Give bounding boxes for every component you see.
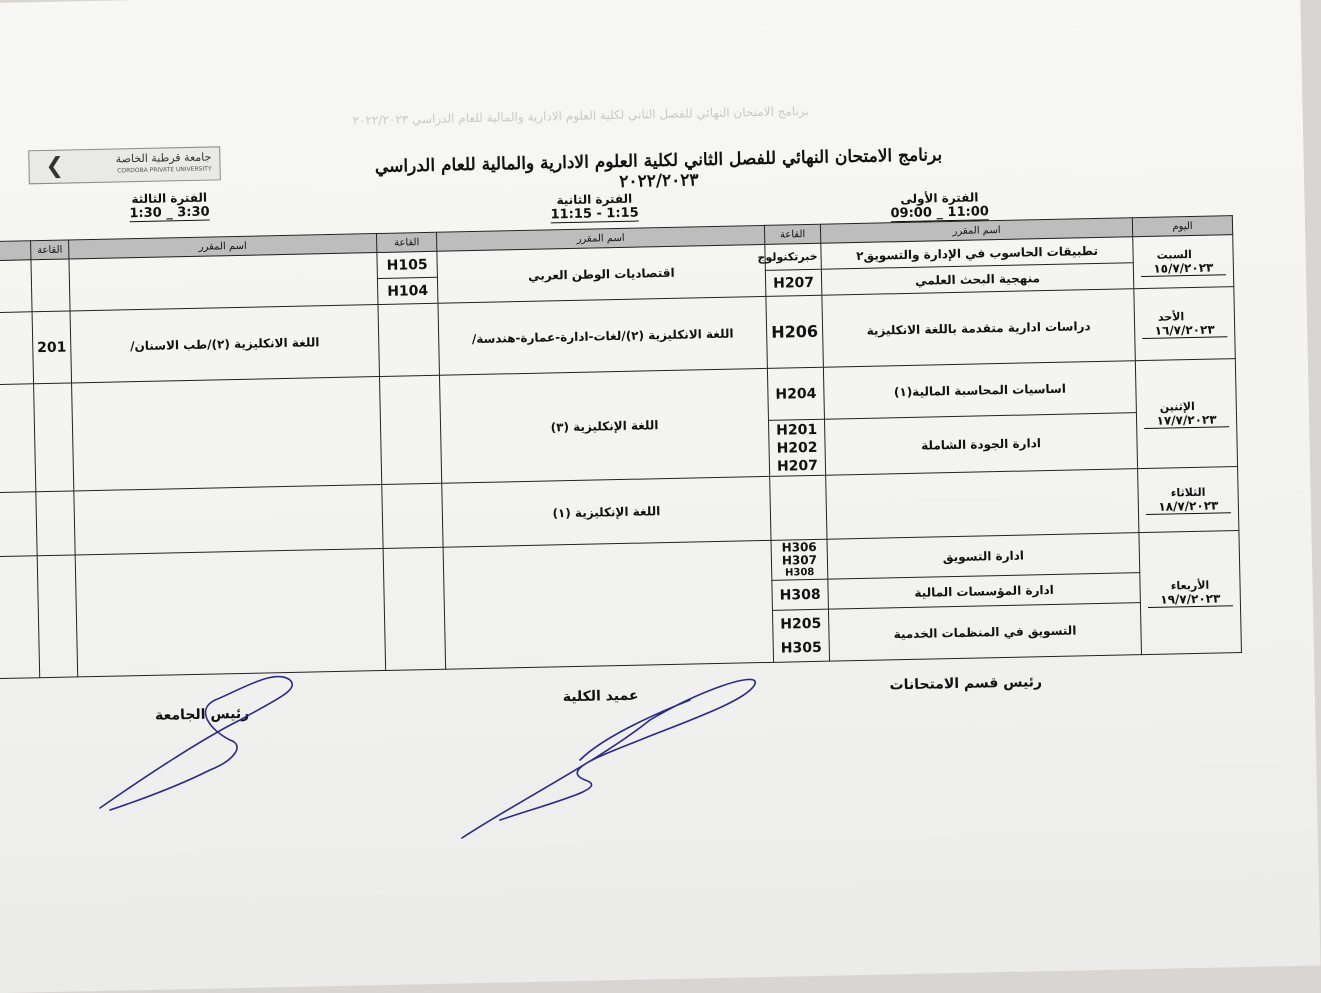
room-cell: H104 (377, 277, 438, 304)
day-name: الأحد (1157, 309, 1185, 324)
course-cell: اللغة الإنكليزية (٣) (439, 368, 769, 483)
period-time: 1:30 _ 3:30 (129, 204, 210, 222)
course-cell: ادارة المؤسسات المالية (828, 573, 1141, 610)
day-date: ١٦/٧/٢٠٢٣ (1142, 322, 1227, 339)
period-time: 11:15 - 1:15 (550, 205, 639, 223)
day-name: الثلاثاء (1170, 485, 1206, 499)
col-course-2: اسم المقرر (436, 225, 764, 251)
col-day: اليوم (1132, 216, 1232, 237)
period-label: الفترة الثانية (556, 191, 633, 208)
page-title: برنامج الامتحان النهائي للفصل الثاني لكلية العلوم الادارية والمالية للعام الدراسي ٢٠٢٢/٢٠٢٣ (374, 145, 943, 192)
day-date: ١٩/٧/٢٠٢٣ (1148, 591, 1233, 608)
period-label: الفترة الأولى (900, 190, 979, 207)
course-cell: ادارة الجودة الشاملة (824, 413, 1137, 476)
day-date: ١٨/٧/٢٠٢٣ (1146, 498, 1231, 515)
day-name: الإثنين (1159, 399, 1195, 414)
course-cell: تطبيقات الحاسوب في الإدارة والتسويق٢ (821, 237, 1133, 270)
room-line: H202 (776, 439, 818, 457)
room-cell: H204 (767, 367, 824, 420)
day-date: ١٧/٧/٢٠٢٣ (1144, 412, 1229, 429)
course-cell: دراسات ادارية متقدمة باللغة الانكليزية (822, 289, 1135, 368)
dean-label: عميد الكلية (562, 687, 639, 706)
president-label: رئيس الجامعة (154, 705, 250, 724)
col-room-1: القاعة (764, 224, 820, 244)
course-cell: اساسيات المحاسبة المالية(١) (823, 361, 1136, 420)
day-date: ١٥/٧/٢٠٢٣ (1141, 260, 1226, 277)
room-cell: H308 (772, 579, 829, 610)
course-cell: منهجية البحث العلمي (821, 263, 1133, 296)
day-name: السبت (1156, 247, 1192, 262)
day-name: الأربعاء (1170, 578, 1210, 592)
dean-signature (462, 679, 755, 838)
exams-head-label: رئيس قسم الامتحانات (889, 674, 1043, 694)
room-line: H201 (776, 421, 818, 439)
room-line: H207 (776, 457, 819, 475)
course-cell: اللغة الإنكليزية (١) (442, 476, 771, 547)
col-room-2: القاعة (376, 232, 436, 252)
room-cell: H206 (766, 295, 823, 368)
room-cell: خبرتكنولوج (765, 243, 822, 270)
col-course-1: اسم المقرر (820, 218, 1132, 244)
room-line: H308 (784, 566, 815, 579)
room-line: H205 (780, 615, 822, 633)
logo-name-en: CORDOBA PRIVATE UNIVERSITY (117, 165, 212, 175)
period-label: الفترة الثالثة (131, 190, 208, 207)
logo-symbol-icon: ❮ (45, 153, 65, 179)
course-cell: اللغة الانكليزية (٢)/طب الاسنان/ (70, 305, 379, 383)
col-room-3: القاعة (31, 240, 69, 260)
room-line: H306 (781, 539, 817, 555)
room-line: H305 (780, 639, 822, 657)
course-cell: اللغة الانكليزية (٢)/لغات-ادارة-عمارة-هندسة/ (438, 296, 767, 375)
course-cell: اقتصاديات الوطن العربي (437, 244, 766, 303)
bleed-through-text: برنامج الامتحان النهائي للفصل الثاني لكلية العلوم الادارية والمالية للعام الدراسي ٢٠٢٢/٢٠٢٣ (352, 103, 809, 128)
room-line: H307 (781, 552, 818, 568)
room-cell: H105 (377, 251, 438, 278)
room-cell: H207 (765, 269, 822, 296)
logo-name-ar: جامعة قرطبة الخاصة (115, 150, 212, 166)
col-course-3: اسم المقرر (69, 234, 377, 259)
room-cell: 201 (32, 311, 71, 384)
course-cell: ادارة التسويق (827, 533, 1140, 580)
course-cell: التسويق في المنظمات الخدمية (828, 603, 1141, 662)
president-signature (100, 677, 292, 810)
period-time: 09:00 _ 11:00 (890, 204, 989, 222)
